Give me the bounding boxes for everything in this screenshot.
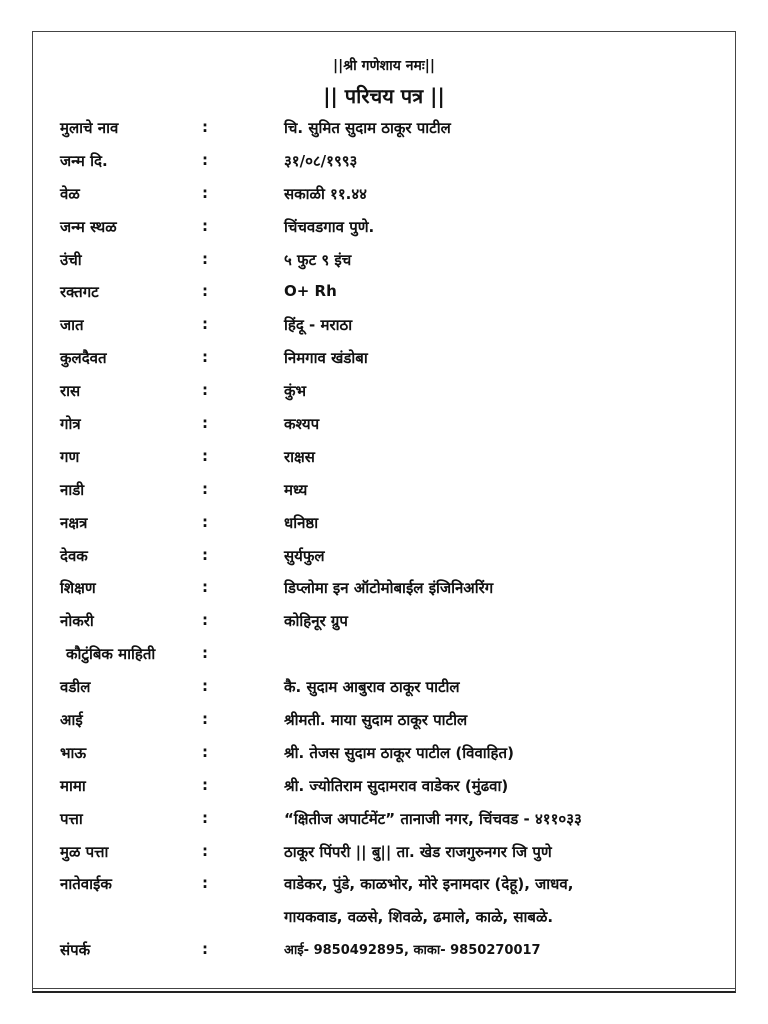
field-separator: : xyxy=(202,742,208,761)
row-rashi xyxy=(0,377,768,410)
field-separator: : xyxy=(202,545,208,564)
field-label: गण xyxy=(60,447,80,466)
field-value: मध्य xyxy=(284,480,308,499)
field-separator: : xyxy=(202,249,208,268)
field-value: डिप्लोमा इन ऑटोमोबाईल इंजिनिअरिंग xyxy=(284,579,494,598)
field-value: श्रीमती. माया सुदाम ठाकूर पाटील xyxy=(284,711,468,730)
row-relatives xyxy=(0,870,768,903)
field-value: कुंभ xyxy=(284,382,307,401)
field-separator: : xyxy=(202,479,208,498)
biodata-list xyxy=(0,114,768,969)
row-family-info-heading xyxy=(0,640,768,673)
field-label: उंची xyxy=(60,250,82,269)
field-separator: : xyxy=(202,381,208,400)
field-separator: : xyxy=(202,775,208,794)
field-label: जन्म स्थळ xyxy=(60,217,117,236)
section-heading: कौटुंबिक माहिती xyxy=(66,645,156,664)
field-label: देवक xyxy=(60,546,88,565)
row-gotra xyxy=(0,410,768,443)
field-label: नोकरी xyxy=(60,612,94,631)
field-label: जात xyxy=(60,316,84,335)
field-label: नातेवाईक xyxy=(60,875,112,894)
row-education xyxy=(0,574,768,607)
field-label: मुळ पत्ता xyxy=(60,842,109,861)
field-separator: : xyxy=(202,611,208,630)
row-birth-place xyxy=(0,213,768,246)
row-brother xyxy=(0,739,768,772)
field-separator: : xyxy=(202,414,208,433)
row-contact xyxy=(0,936,768,969)
field-separator: : xyxy=(202,841,208,860)
field-separator: : xyxy=(202,644,208,663)
field-separator: : xyxy=(202,282,208,301)
row-nadi xyxy=(0,476,768,509)
field-label: शिक्षण xyxy=(60,579,96,598)
field-value: ठाकूर पिंपरी || बु|| ता. खेड राजगुरुनगर जि पुणे xyxy=(284,842,552,861)
field-separator: : xyxy=(202,446,208,465)
field-value: कोहिनूर ग्रुप xyxy=(284,612,348,631)
field-separator: : xyxy=(202,150,208,169)
row-name xyxy=(0,114,768,147)
field-label: कुलदैवत xyxy=(60,349,107,368)
field-separator: : xyxy=(202,118,208,136)
field-separator: : xyxy=(202,940,208,959)
row-mother xyxy=(0,706,768,739)
field-value: आई- 9850492895, काका- 9850270017 xyxy=(284,943,541,959)
field-label: संपर्क xyxy=(60,941,91,960)
field-separator: : xyxy=(202,315,208,334)
row-father xyxy=(0,673,768,706)
field-label: मुलाचे नाव xyxy=(60,119,119,137)
field-value: वाडेकर, पुंडे, काळभोर, मोरे इनामदार (देहू), जाधव, xyxy=(284,875,574,894)
row-blood-group xyxy=(0,278,768,311)
field-value: कश्यप xyxy=(284,415,320,434)
field-value: चि. सुमित सुदाम ठाकूर पाटील xyxy=(284,119,451,137)
field-separator: : xyxy=(202,348,208,367)
row-gan xyxy=(0,443,768,476)
field-value: राक्षस xyxy=(284,447,315,466)
field-separator: : xyxy=(202,578,208,597)
field-separator: : xyxy=(202,183,208,202)
field-label: आई xyxy=(60,711,83,730)
row-nakshatra xyxy=(0,509,768,542)
field-label: नक्षत्र xyxy=(60,513,88,532)
row-address xyxy=(0,805,768,838)
row-caste xyxy=(0,311,768,344)
row-maternal-uncle xyxy=(0,772,768,805)
field-separator: : xyxy=(202,874,208,893)
field-label: गोत्र xyxy=(60,415,81,434)
row-relatives-continued xyxy=(0,903,768,936)
field-value: कै. सुदाम आबुराव ठाकूर पाटील xyxy=(284,678,460,697)
row-job xyxy=(0,607,768,640)
row-birth-time xyxy=(0,180,768,213)
field-separator: : xyxy=(202,216,208,235)
field-label: भाऊ xyxy=(60,743,87,762)
field-label: मामा xyxy=(60,776,86,795)
field-value: हिंदू - मराठा xyxy=(284,316,353,335)
field-value: सकाळी ११.४४ xyxy=(284,184,367,203)
field-value: चिंचवडगाव पुणे. xyxy=(284,217,375,236)
row-family-deity xyxy=(0,344,768,377)
field-label: नाडी xyxy=(60,480,85,499)
invocation-text: ||श्री गणेशाय नमः|| xyxy=(333,58,435,74)
field-value: O+ Rh xyxy=(284,282,337,301)
row-height xyxy=(0,246,768,279)
field-label: रक्तगट xyxy=(60,283,99,302)
field-separator: : xyxy=(202,808,208,827)
row-birth-date xyxy=(0,147,768,180)
field-value: श्री. तेजस सुदाम ठाकूर पाटील (विवाहित) xyxy=(284,743,514,762)
field-value: निमगाव खंडोबा xyxy=(284,349,368,368)
field-separator: : xyxy=(202,677,208,696)
field-value: ५ फुट ९ इंच xyxy=(284,250,352,269)
row-devak xyxy=(0,542,768,575)
field-value: गायकवाड, वळसे, शिवळे, ढमाले, काळे, साबळे. xyxy=(284,908,554,927)
field-value: श्री. ज्योतिराम सुदामराव वाडेकर (मुंढवा) xyxy=(284,776,509,795)
field-label: जन्म दि. xyxy=(60,151,108,170)
page-title: || परिचय पत्र || xyxy=(323,84,445,108)
field-label: रास xyxy=(60,382,81,401)
field-value: “क्षितीज अपार्टमेंट” तानाजी नगर, चिंचवड - ४११०३३ xyxy=(284,809,582,828)
field-value: ३१/०८/१९९३ xyxy=(284,151,358,170)
field-label: वडील xyxy=(60,678,91,697)
field-value: धनिष्ठा xyxy=(284,513,319,532)
row-native-address xyxy=(0,838,768,871)
field-label: वेळ xyxy=(60,184,80,203)
field-separator: : xyxy=(202,710,208,729)
field-separator: : xyxy=(202,512,208,531)
field-label: पत्ता xyxy=(60,809,83,828)
field-value: सुर्यफुल xyxy=(284,546,325,565)
